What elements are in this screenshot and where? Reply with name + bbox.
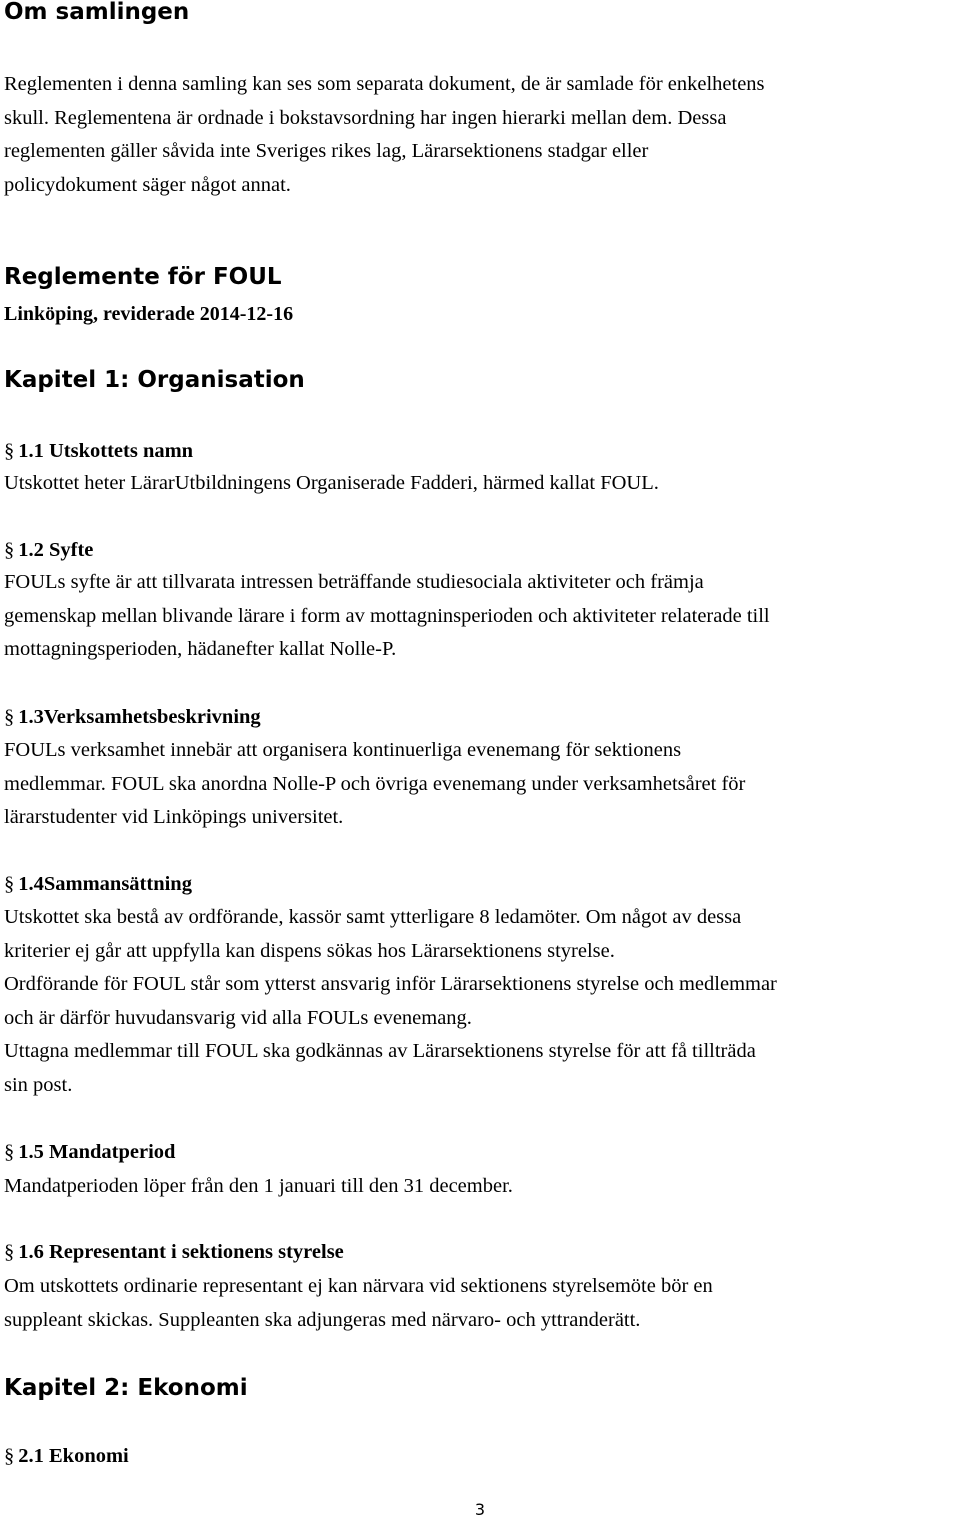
section-heading-text: 1.2 Syfte	[18, 539, 94, 561]
section-heading	[4, 1442, 129, 1470]
chapter-2-title: Kapitel 2: Ekonomi	[4, 1375, 248, 1401]
intro-line: skull. Reglementena är ordnade i bokstavsordning har ingen hierarki mellan dem. Dessa	[4, 106, 727, 129]
chapter-1-title: Kapitel 1: Organisation	[4, 367, 305, 393]
section-body	[4, 1270, 958, 1337]
section-line: lärarstudenter vid Linköpings universitet.	[4, 806, 344, 828]
section-sign: §	[4, 440, 15, 462]
section-sign: §	[4, 1241, 15, 1263]
section-heading-text: 1.5 Mandatperiod	[18, 1141, 176, 1163]
section-line: sin post.	[4, 1073, 73, 1096]
section-heading	[4, 1138, 175, 1166]
section-body	[4, 1170, 958, 1204]
section-line: och är därför huvudansvarig vid alla FOULs evenemang.	[4, 1006, 472, 1029]
regulation-subtitle: Linköping, reviderade 2014-12-16	[4, 303, 294, 325]
section-body	[4, 901, 958, 1102]
section-sign: §	[4, 873, 15, 895]
section-sign: §	[4, 1141, 15, 1163]
section-line: kriterier ej går att uppfylla kan dispens sökas hos Lärarsektionens styrelse.	[4, 939, 615, 962]
section-sign: §	[4, 1445, 15, 1467]
intro-line: reglementen gäller såvida inte Sveriges rikes lag, Lärarsektionens stadgar eller	[4, 140, 649, 162]
section-heading	[4, 703, 261, 731]
section-heading	[4, 536, 93, 564]
regulation-title: Reglemente för FOUL	[4, 264, 282, 290]
intro-line: policydokument säger något annat.	[4, 173, 291, 196]
intro-line: Reglementen i denna samling kan ses som separata dokument, de är samlade för enkelhetens	[4, 73, 765, 95]
section-heading-text: 1.6 Representant i sektionens styrelse	[18, 1241, 344, 1263]
section-line: Ordförande för FOUL står som ytterst ansvarig inför Lärarsektionens styrelse och medlemmar	[4, 973, 777, 995]
section-line: gemenskap mellan blivande lärare i form av mottagninsperioden och aktiviteter relaterade till	[4, 604, 770, 627]
section-line: Mandatperioden löper från den 1 januari till den 31 december.	[4, 1175, 513, 1197]
section-heading-text: 1.3Verksamhetsbeskrivning	[18, 706, 261, 728]
section-line: medlemmar. FOUL ska anordna Nolle-P och övriga evenemang under verksamhetsåret för	[4, 772, 746, 795]
section-heading	[4, 1238, 344, 1266]
collection-title: Om samlingen	[4, 0, 190, 25]
section-line: Utskottet ska bestå av ordförande, kassör samt ytterligare 8 ledamöter. Om något av dessa	[4, 906, 742, 928]
section-heading-text: 1.1 Utskottets namn	[18, 440, 194, 462]
section-line: Utskottet heter LärarUtbildningens Organiserade Fadderi, härmed kallat FOUL.	[4, 472, 659, 494]
page-number: 3	[474, 1500, 486, 1519]
section-line: FOULs verksamhet innebär att organisera kontinuerliga evenemang för sektionens	[4, 739, 682, 761]
section-line: Om utskottets ordinarie representant ej kan närvara vid sektionens styrelsemöte bör en	[4, 1275, 713, 1297]
section-heading-text: 1.4Sammansättning	[18, 873, 192, 895]
section-sign: §	[4, 706, 15, 728]
section-body	[4, 566, 958, 667]
section-line: FOULs syfte är att tillvarata intressen beträffande studiesociala aktiviteter och främja	[4, 571, 704, 593]
section-line: Uttagna medlemmar till FOUL ska godkännas av Lärarsektionens styrelse för att få tillträda	[4, 1040, 756, 1062]
intro-paragraph	[4, 68, 958, 202]
section-sign: §	[4, 539, 15, 561]
section-body	[4, 734, 958, 835]
section-line: suppleant skickas. Suppleanten ska adjungeras med närvaro- och yttranderätt.	[4, 1308, 641, 1331]
section-heading	[4, 437, 193, 465]
section-heading	[4, 870, 192, 898]
section-line: mottagningsperioden, hädanefter kallat Nolle-P.	[4, 638, 397, 660]
section-heading-text: 2.1 Ekonomi	[18, 1445, 129, 1467]
section-body	[4, 467, 958, 501]
